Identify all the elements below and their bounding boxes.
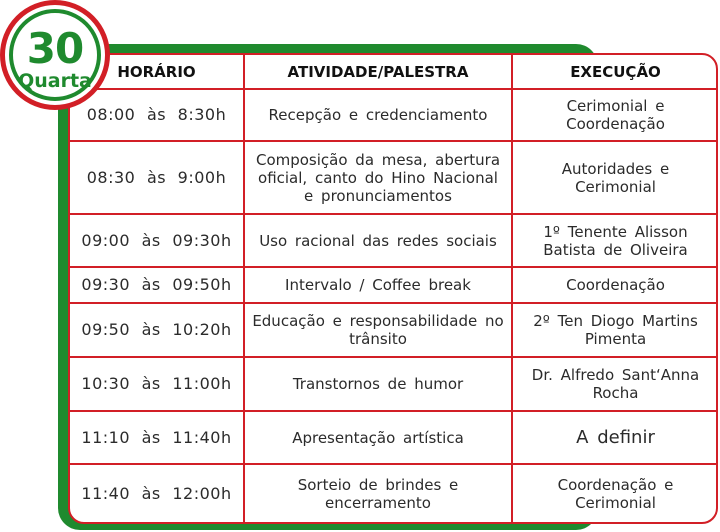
header-execucao: EXECUÇÃO [512, 55, 718, 89]
schedule-table-container [68, 53, 718, 524]
row-activity: Educação e responsabilidade no trânsito [244, 303, 512, 357]
table-row [70, 464, 718, 522]
row-time: 08:00 às 8:30h [70, 89, 244, 141]
row-activity: Transtornos de humor [244, 357, 512, 411]
table-row [70, 89, 718, 141]
table-row [70, 214, 718, 267]
row-execution: Coordenação e Cerimonial [557, 475, 674, 512]
table-row [70, 141, 718, 214]
badge-day-number: 30 [26, 24, 84, 73]
row-time: 11:10 às 11:40h [70, 411, 244, 464]
row-time: 09:00 às 09:30h [70, 214, 244, 267]
row-execution: Cerimonial e Coordenação [512, 89, 718, 141]
row-execution: Autoridades e Cerimonial [512, 141, 718, 214]
table-row [70, 267, 718, 303]
date-badge [0, 0, 110, 110]
row-activity: Uso racional das redes sociais [244, 214, 512, 267]
row-execution: Coordenação [512, 267, 718, 303]
row-activity: Recepção e credenciamento [244, 89, 512, 141]
row-execution: A definir [512, 411, 718, 464]
table-header-row [70, 55, 718, 89]
row-activity: Apresentação artística [244, 411, 512, 464]
table-row [70, 411, 718, 464]
row-time: 09:30 às 09:50h [70, 267, 244, 303]
row-execution: 1º Tenente Alisson Batista de Oliveira [512, 214, 718, 267]
header-atividade: ATIVIDADE/PALESTRA [244, 55, 512, 89]
row-activity: Sorteio de brindes e encerramento [244, 464, 512, 522]
row-activity: Composição da mesa, abertura oficial, canto do Hino Nacional e pronunciamentos [244, 141, 512, 214]
row-time: 08:30 às 9:00h [70, 141, 244, 214]
table-row [70, 303, 718, 357]
row-execution: Dr. Alfredo Sant‘Anna Rocha [512, 357, 718, 411]
row-activity: Intervalo / Coffee break [244, 267, 512, 303]
row-time: 11:40 às 12:00h [70, 464, 244, 522]
date-badge-ring [9, 9, 101, 101]
row-time: 09:50 às 10:20h [70, 303, 244, 357]
table-row [70, 357, 718, 411]
row-execution: 2º Ten Diogo Martins Pimenta [512, 303, 718, 357]
badge-weekday: Quarta [18, 70, 92, 92]
header-horario: HORÁRIO [70, 55, 244, 89]
schedule-table [70, 55, 718, 522]
row-time: 10:30 às 11:00h [70, 357, 244, 411]
